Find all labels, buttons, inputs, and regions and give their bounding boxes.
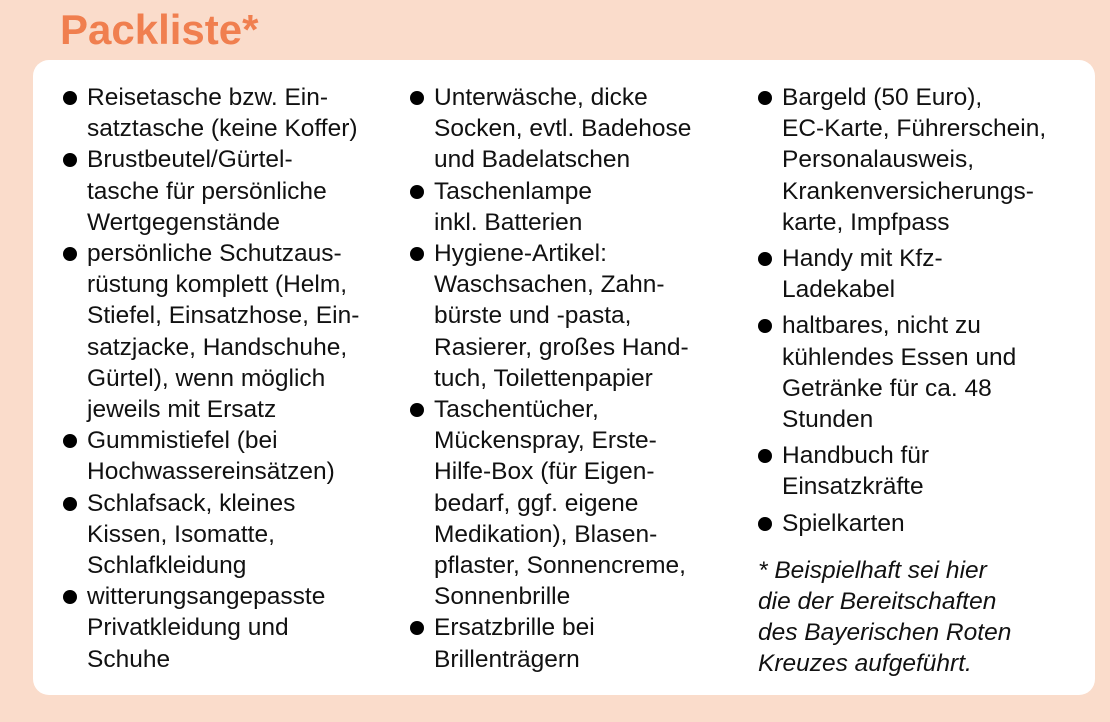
- list-column-2: [410, 82, 730, 675]
- list-item-line: Hygiene-Artikel:: [434, 240, 607, 268]
- footnote-line: des Bayerischen Roten: [758, 619, 1012, 647]
- list-item: [758, 310, 1078, 435]
- list-item-line: Socken, evtl. Badehose: [434, 115, 692, 143]
- list-item-line: satztasche (keine Koffer): [87, 115, 358, 143]
- list-item: [63, 488, 383, 582]
- list-item-line: EC-Karte, Führerschein,: [782, 115, 1047, 143]
- list-item-line: satzjacke, Handschuhe,: [87, 333, 348, 361]
- list-item: [410, 394, 730, 612]
- list-item-line: Schlafsack, kleines: [87, 489, 296, 517]
- list-item-line: rüstung komplett (Helm,: [87, 271, 348, 299]
- list-item-line: kühlendes Essen und: [782, 343, 1017, 371]
- footnote-line: Kreuzes aufgeführt.: [758, 650, 972, 678]
- list-item: [63, 238, 383, 425]
- list-item-line: tuch, Toilettenpapier: [434, 364, 653, 392]
- list-item-line: Hochwassereinsätzen): [87, 458, 335, 486]
- list-item-line: inkl. Batterien: [434, 208, 583, 236]
- list-item-line: Mückenspray, Erste-: [434, 427, 657, 455]
- list-item-line: Medikation), Blasen-: [434, 520, 658, 548]
- list-item: [63, 144, 383, 238]
- list-item-line: Privatkleidung und: [87, 614, 289, 642]
- list-item-line: Getränke für ca. 48: [782, 374, 992, 402]
- list-item-line: Gürtel), wenn möglich: [87, 364, 326, 392]
- list-item-line: Taschenlampe: [434, 177, 592, 205]
- list-item-line: karte, Impfpass: [782, 208, 950, 236]
- list-item-line: Handbuch für: [782, 442, 930, 470]
- footnote: [758, 555, 1078, 680]
- list-column-3-wrapper: [758, 82, 1078, 680]
- list-item: [758, 82, 1078, 238]
- list-item-line: Wertgegenstände: [87, 208, 280, 236]
- list-item-line: Waschsachen, Zahn-: [434, 271, 665, 299]
- list-item-line: Personalausweis,: [782, 146, 975, 174]
- list-item: [410, 238, 730, 394]
- list-item-line: Handy mit Kfz-: [782, 245, 943, 273]
- list-item: [758, 243, 1078, 305]
- list-item-line: Stiefel, Einsatzhose, Ein-: [87, 302, 360, 330]
- list-item-line: Unterwäsche, dicke: [434, 84, 648, 111]
- packing-list-card: [33, 60, 1095, 695]
- list-item: [63, 82, 383, 144]
- list-item: [410, 82, 730, 176]
- page-title: Packliste*: [60, 6, 259, 53]
- list-item-line: Stunden: [782, 406, 874, 434]
- list-item: [758, 440, 1078, 502]
- list-item-line: und Badelatschen: [434, 146, 631, 174]
- list-item-line: Ersatzbrille bei: [434, 614, 595, 642]
- list-item-line: Reisetasche bzw. Ein-: [87, 84, 329, 111]
- list-item-line: jeweils mit Ersatz: [87, 396, 277, 424]
- list-item-line: Sonnenbrille: [434, 583, 571, 611]
- list-item-line: Brustbeutel/Gürtel-: [87, 146, 293, 174]
- list-item: [63, 425, 383, 487]
- list-item-line: pflaster, Sonnencreme,: [434, 552, 686, 580]
- list-item-line: Spielkarten: [782, 509, 905, 537]
- footnote-line: * Beispielhaft sei hier: [758, 556, 987, 584]
- list-item: [410, 176, 730, 238]
- list-item-line: Schlafkleidung: [87, 552, 247, 580]
- list-item-line: Taschentücher,: [434, 396, 599, 424]
- list-item-line: Bargeld (50 Euro),: [782, 84, 983, 111]
- list-item: [758, 508, 1078, 539]
- list-item-line: Rasierer, großes Hand-: [434, 333, 689, 361]
- list-item-line: Hilfe-Box (für Eigen-: [434, 458, 655, 486]
- list-item-line: haltbares, nicht zu: [782, 312, 981, 340]
- list-item-line: Schuhe: [87, 645, 171, 673]
- list-item-line: witterungsangepasste: [87, 583, 326, 611]
- list-column-3: [758, 82, 1078, 539]
- list-column-1: [63, 82, 383, 675]
- footnote-line: die der Bereitschaften: [758, 588, 997, 616]
- list-item-line: tasche für persönliche: [87, 177, 327, 205]
- list-item-line: Krankenversicherungs-: [782, 177, 1034, 205]
- list-item-line: Einsatzkräfte: [782, 473, 924, 501]
- list-item: [63, 581, 383, 675]
- list-item-line: Ladekabel: [782, 276, 896, 304]
- list-item: [410, 612, 730, 674]
- list-item-line: bedarf, ggf. eigene: [434, 489, 639, 517]
- list-item-line: persönliche Schutzaus-: [87, 240, 342, 268]
- list-item-line: Brillenträgern: [434, 645, 580, 673]
- list-item-line: Gummistiefel (bei: [87, 427, 278, 455]
- list-item-line: bürste und -pasta,: [434, 302, 632, 330]
- list-item-line: Kissen, Isomatte,: [87, 520, 275, 548]
